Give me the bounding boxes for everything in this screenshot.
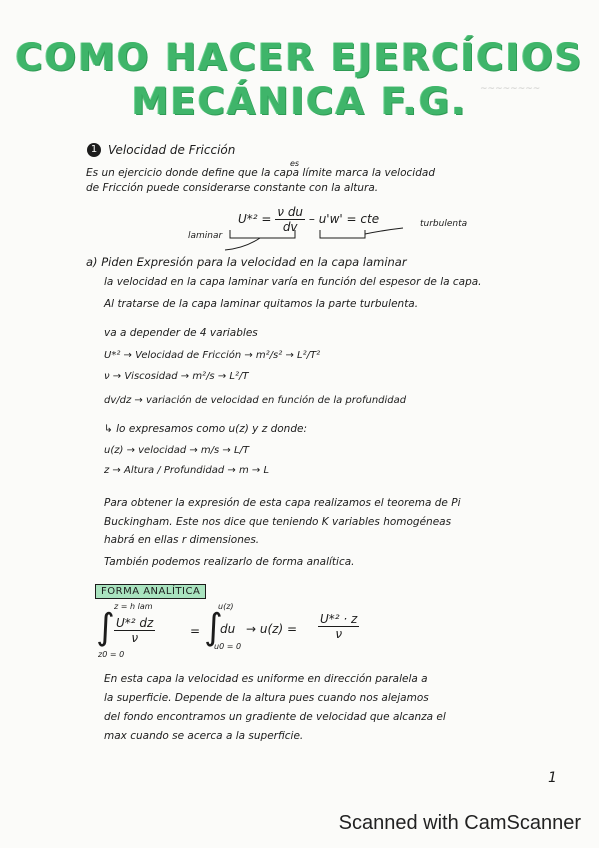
paragraph-line: del fondo encontramos un gradiente de velocidad que alcanza el xyxy=(104,711,446,723)
integral-upper-limit: z = h lam xyxy=(114,602,153,611)
fraction-numerator: ν du xyxy=(277,205,304,219)
paragraph-line: Para obtener la expresión de esta capa realizamos el teorema de Pi xyxy=(104,497,461,509)
variable-line: ↳ lo expresamos como u(z) y z donde: xyxy=(104,423,307,435)
integral-sign: ∫ xyxy=(204,607,223,648)
integral-lower-limit: z0 = 0 xyxy=(98,650,125,659)
page-number: 1 xyxy=(548,770,557,786)
integral-lower-limit: u0 = 0 xyxy=(214,642,242,651)
paragraph-line: max cuando se acerca a la superficie. xyxy=(104,730,304,742)
paragraph-line: la velocidad en la capa laminar varía en función del espesor de la capa. xyxy=(104,276,482,288)
paragraph-line: habrá en ellas r dimensiones. xyxy=(104,534,260,546)
paragraph-line: la superficie. Depende de la altura pues cuando nos alejamos xyxy=(104,692,429,704)
equation-left: U*² = xyxy=(238,212,272,226)
paragraph-line: Buckingham. Este nos dice que teniendo K variables homogéneas xyxy=(104,516,452,528)
label-turbulenta: turbulenta xyxy=(420,219,468,229)
paragraph-line: va a depender de 4 variables xyxy=(104,327,258,339)
section-heading: Velocidad de Fricción xyxy=(108,143,236,157)
result-left: → u(z) = xyxy=(246,622,298,636)
fraction-denominator: dv xyxy=(282,220,298,234)
integral-body: du xyxy=(220,622,236,636)
variable-line: dv/dz → variación de velocidad en función de la profundidad xyxy=(104,395,407,406)
integral-upper-limit: u(z) xyxy=(218,602,234,611)
fraction-numerator: U*² dz xyxy=(116,616,154,630)
fraction-denominator: ν xyxy=(131,631,139,645)
equals-sign: = xyxy=(190,624,201,638)
paragraph-line: También podemos realizarlo de forma analítica. xyxy=(104,556,355,568)
variable-line: u(z) → velocidad → m/s → L/T xyxy=(104,445,250,456)
variable-line: ν → Viscosidad → m²/s → L²/T xyxy=(104,371,249,382)
inserted-word: es xyxy=(290,159,300,168)
paragraph-line: Al tratarse de la capa laminar quitamos la parte turbulenta. xyxy=(104,298,419,310)
fraction-denominator: ν xyxy=(335,627,343,641)
integral-fraction xyxy=(114,616,155,645)
paragraph-line: En esta capa la velocidad es uniforme en dirección paralela a xyxy=(104,673,428,685)
variable-line: z → Altura / Profundidad → m → L xyxy=(104,465,270,476)
bleed-through-text: ~~~~~~~~ xyxy=(480,84,541,94)
integral-sign: ∫ xyxy=(96,607,115,648)
title-line-1: COMO HACER EJERCÍCIOS xyxy=(15,36,584,79)
equation-right: – u'w' = cte xyxy=(308,212,380,226)
highlighted-label: FORMA ANALÍTICA xyxy=(95,584,206,599)
label-laminar: laminar xyxy=(188,231,223,241)
variable-line: U*² → Velocidad de Fricción → m²/s² → L²/T² xyxy=(104,350,321,361)
result-fraction xyxy=(318,612,359,641)
part-a-intro: a) Piden Expresión para la velocidad en la capa laminar xyxy=(86,255,407,269)
fraction-numerator: U*² · z xyxy=(320,612,358,626)
section-number-badge: 1 xyxy=(87,143,101,157)
paragraph-line: Es un ejercicio donde define que la capa límite marca la velocidad xyxy=(86,167,435,179)
integral-equation xyxy=(96,602,396,660)
paragraph-line: de Fricción puede considerarse constante con la altura. xyxy=(86,182,379,194)
title-line-2: MECÁNICA F.G. xyxy=(131,80,468,123)
scanner-watermark: Scanned with CamScanner xyxy=(338,812,581,834)
